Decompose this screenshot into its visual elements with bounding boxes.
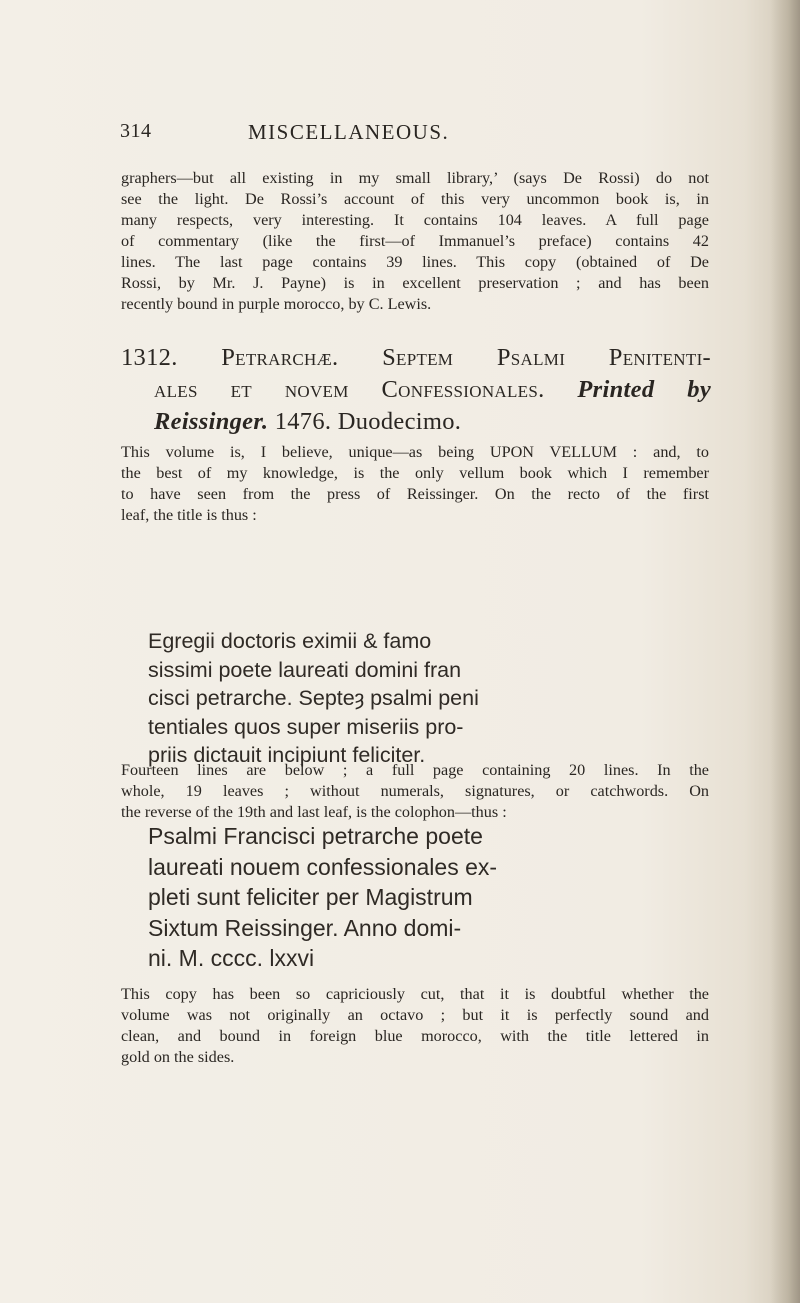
- quote-line: tentiales quos super miseriis pro-: [148, 714, 464, 739]
- entry-heading-text: ales et novem Confessionales.: [154, 376, 545, 403]
- text-line: This volume is, I believe, unique—as being UPON VELLUM : and, to: [121, 443, 709, 461]
- text-line: Fourteen lines are below ; a full page containing 20 lines. In the: [121, 761, 709, 779]
- quote-line: pleti sunt feliciter per Magistrum: [148, 884, 473, 910]
- text-line: volume was not originally an octavo ; but it is perfectly sound and: [121, 1006, 709, 1024]
- text-line: This copy has been so capriciously cut, that it is doubtful whether the: [121, 985, 709, 1003]
- description-paragraph: [121, 442, 709, 526]
- text-line: many respects, very interesting. It contains 104 leaves. A full page: [121, 211, 709, 229]
- title-quotation: [148, 627, 628, 770]
- intro-paragraph: [121, 168, 709, 315]
- quote-line: Psalmi Francisci petrarche poete: [148, 823, 483, 849]
- colophon-quotation: [148, 821, 628, 974]
- page-number: 314: [120, 120, 152, 142]
- entry-heading-line: [121, 374, 711, 406]
- collation-paragraph: [121, 760, 709, 823]
- text-line: clean, and bound in foreign blue morocco, with the title lettered in: [121, 1027, 709, 1045]
- quote-line: sissimi poete laureati domini fran: [148, 657, 462, 682]
- text-line: to have seen from the press of Reissinger. On the recto of the first: [121, 485, 709, 503]
- text-line: gold on the sides.: [121, 1048, 235, 1066]
- text-line: lines. The last page contains 39 lines. This copy (obtained of De: [121, 253, 709, 271]
- running-head: [120, 120, 690, 150]
- entry-printer-label: Printed by: [577, 376, 711, 403]
- quote-line: laureati nouem confessionales ex-: [148, 853, 498, 880]
- entry-heading-line: [121, 406, 711, 438]
- entry-heading-line: 1312. Petrarchæ. Septem Psalmi Penitenti-: [121, 344, 711, 371]
- text-line: Rossi, by Mr. J. Payne) is in excellent preservation ; and has been: [121, 274, 709, 292]
- text-line: see the light. De Rossi’s account of this very uncommon book is, in: [121, 190, 709, 208]
- text-line: whole, 19 leaves ; without numerals, signatures, or catchwords. On: [121, 782, 709, 800]
- text-line: recently bound in purple morocco, by C. Lewis.: [121, 295, 432, 313]
- running-title: MISCELLANEOUS.: [248, 120, 450, 144]
- quote-line: ni. M. cccc. lxxvi: [148, 945, 315, 971]
- catalogue-entry-heading: [121, 342, 711, 438]
- text-line: of commentary (like the first—of Immanuel’s preface) contains 42: [121, 232, 709, 250]
- entry-date-format: 1476. Duodecimo.: [274, 408, 462, 435]
- quote-line: Egregii doctoris eximii & famo: [148, 629, 432, 653]
- closing-paragraph: [121, 984, 709, 1068]
- text-line: leaf, the title is thus :: [121, 506, 257, 524]
- text-line: the reverse of the 19th and last leaf, is the colophon—thus :: [121, 803, 507, 821]
- quote-line: priis dictauit incipiunt feliciter.: [148, 743, 426, 767]
- quote-line: Sixtum Reissinger. Anno domi-: [148, 914, 462, 941]
- quote-line: cisci petrarche. Septeȝ psalmi peni: [148, 686, 479, 710]
- page-edge-shadow: [770, 0, 800, 1303]
- text-line: graphers—but all existing in my small library,’ (says De Rossi) do not: [121, 169, 709, 187]
- text-line: the best of my knowledge, is the only vellum book which I remember: [121, 464, 709, 482]
- entry-printer-name: Reissinger.: [154, 408, 269, 435]
